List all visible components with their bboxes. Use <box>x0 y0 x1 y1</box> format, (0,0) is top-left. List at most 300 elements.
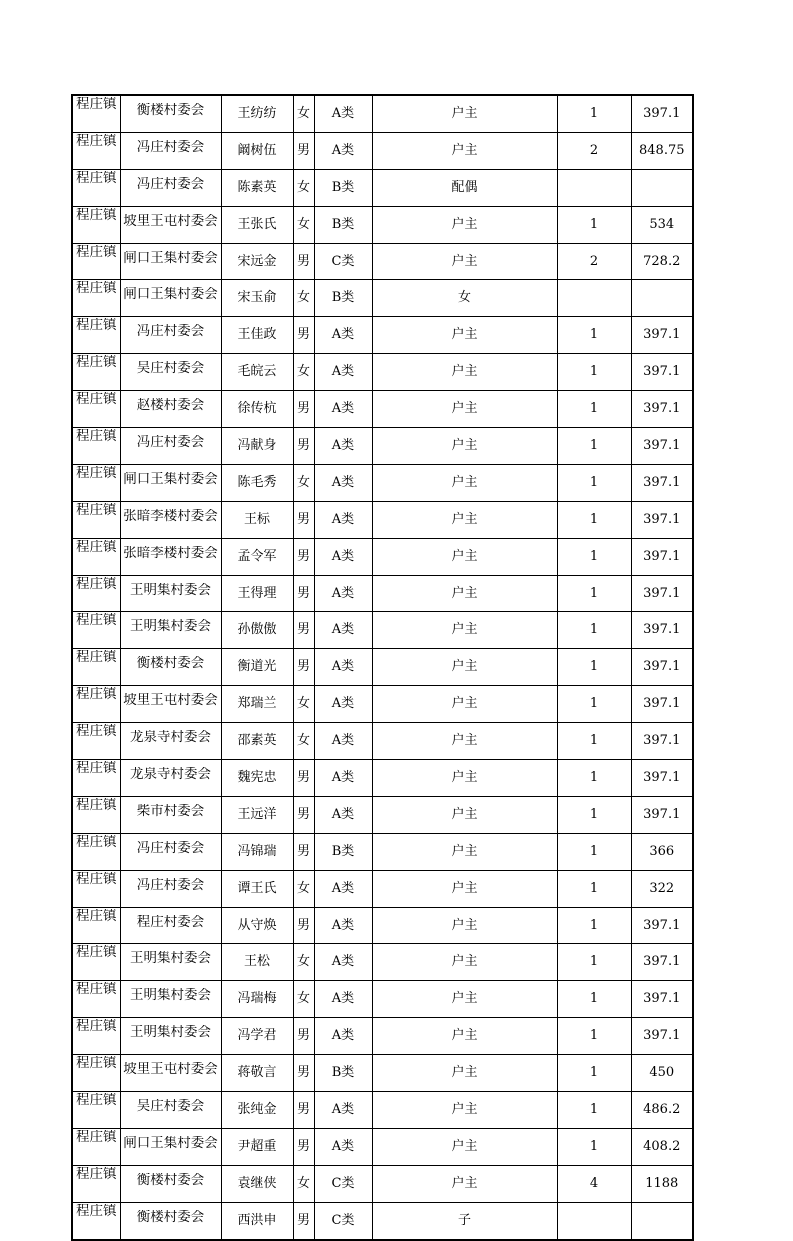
relation-cell: 户主 <box>372 1092 557 1129</box>
category-cell: B类 <box>314 206 372 243</box>
count-cell: 1 <box>557 1128 631 1165</box>
town-cell <box>72 686 120 723</box>
village-cell <box>120 612 221 649</box>
village-cell-text: 闸口王集村委会 <box>123 250 218 266</box>
town-cell-text: 程庄镇 <box>76 1019 117 1035</box>
table-row <box>72 428 693 465</box>
town-cell-text: 程庄镇 <box>76 576 117 592</box>
town-cell <box>72 317 120 354</box>
category-cell: A类 <box>314 870 372 907</box>
count-cell: 1 <box>557 944 631 981</box>
amount-cell: 322 <box>631 870 693 907</box>
category-cell: A类 <box>314 1018 372 1055</box>
gender-cell: 男 <box>293 1092 314 1129</box>
gender-cell: 男 <box>293 1055 314 1092</box>
table-row <box>72 280 693 317</box>
count-cell: 1 <box>557 649 631 686</box>
gender-cell: 男 <box>293 428 314 465</box>
village-cell-text: 张暗李楼村委会 <box>123 545 218 561</box>
name-cell: 谭王氏 <box>221 870 293 907</box>
village-cell <box>120 686 221 723</box>
relation-cell: 户主 <box>372 1055 557 1092</box>
village-cell-text: 衡楼村委会 <box>136 1209 205 1225</box>
gender-cell: 男 <box>293 1202 314 1239</box>
amount-cell: 397.1 <box>631 649 693 686</box>
name-cell: 宋远金 <box>221 243 293 280</box>
name-cell: 蒋敬言 <box>221 1055 293 1092</box>
town-cell-text: 程庄镇 <box>76 761 117 777</box>
town-cell <box>72 1092 120 1129</box>
name-cell: 魏宪忠 <box>221 760 293 797</box>
gender-cell: 女 <box>293 723 314 760</box>
relation-cell: 户主 <box>372 612 557 649</box>
amount-cell: 728.2 <box>631 243 693 280</box>
gender-cell: 男 <box>293 833 314 870</box>
table-row <box>72 243 693 280</box>
village-cell <box>120 1202 221 1239</box>
village-cell-text: 冯庄村委会 <box>136 176 205 192</box>
amount-cell: 397.1 <box>631 538 693 575</box>
table-row <box>72 686 693 723</box>
village-cell <box>120 1165 221 1202</box>
town-cell <box>72 1055 120 1092</box>
town-cell <box>72 464 120 501</box>
category-cell: A类 <box>314 723 372 760</box>
village-cell-text: 冯庄村委会 <box>136 840 205 856</box>
name-cell: 王得理 <box>221 575 293 612</box>
category-cell: A类 <box>314 981 372 1018</box>
name-cell: 王纺纺 <box>221 95 293 132</box>
table-row <box>72 354 693 391</box>
relation-cell: 配偶 <box>372 169 557 206</box>
village-cell <box>120 317 221 354</box>
village-cell-text: 坡里王屯村委会 <box>123 213 218 229</box>
category-cell: C类 <box>314 1202 372 1239</box>
town-cell <box>72 538 120 575</box>
relation-cell: 户主 <box>372 870 557 907</box>
amount-cell: 397.1 <box>631 723 693 760</box>
village-cell <box>120 354 221 391</box>
name-cell: 徐传杭 <box>221 391 293 428</box>
village-cell <box>120 1055 221 1092</box>
town-cell-text: 程庄镇 <box>76 797 117 813</box>
count-cell <box>557 1202 631 1239</box>
gender-cell: 女 <box>293 169 314 206</box>
gender-cell: 男 <box>293 907 314 944</box>
category-cell: A类 <box>314 796 372 833</box>
count-cell: 1 <box>557 428 631 465</box>
amount-cell: 366 <box>631 833 693 870</box>
table-row <box>72 132 693 169</box>
table-row <box>72 907 693 944</box>
table-row <box>72 1092 693 1129</box>
name-cell: 衡道光 <box>221 649 293 686</box>
village-cell-text: 衡楼村委会 <box>136 103 205 118</box>
village-cell-text: 王明集村委会 <box>130 951 211 967</box>
town-cell <box>72 981 120 1018</box>
gender-cell: 男 <box>293 760 314 797</box>
town-cell <box>72 280 120 317</box>
amount-cell: 397.1 <box>631 428 693 465</box>
town-cell-text: 程庄镇 <box>76 1203 117 1219</box>
category-cell: A类 <box>314 391 372 428</box>
village-cell-text: 柴市村委会 <box>136 803 205 819</box>
amount-cell <box>631 1202 693 1239</box>
town-cell <box>72 1202 120 1239</box>
table-row <box>72 1202 693 1239</box>
name-cell: 王松 <box>221 944 293 981</box>
town-cell-text: 程庄镇 <box>76 687 117 703</box>
count-cell: 1 <box>557 1055 631 1092</box>
town-cell <box>72 796 120 833</box>
town-cell-text: 程庄镇 <box>76 724 117 740</box>
name-cell: 王标 <box>221 501 293 538</box>
town-cell-text: 程庄镇 <box>76 318 117 334</box>
village-cell <box>120 464 221 501</box>
village-cell-text: 闸口王集村委会 <box>123 287 218 303</box>
town-cell-text: 程庄镇 <box>76 871 117 887</box>
village-cell <box>120 1092 221 1129</box>
count-cell <box>557 169 631 206</box>
gender-cell: 男 <box>293 1018 314 1055</box>
town-cell-text: 程庄镇 <box>76 982 117 998</box>
gender-cell: 男 <box>293 391 314 428</box>
relation-cell: 户主 <box>372 1128 557 1165</box>
count-cell: 1 <box>557 870 631 907</box>
town-cell <box>72 354 120 391</box>
count-cell: 1 <box>557 686 631 723</box>
relation-cell: 户主 <box>372 501 557 538</box>
town-cell <box>72 501 120 538</box>
table-row <box>72 870 693 907</box>
name-cell: 宋玉俞 <box>221 280 293 317</box>
table-row <box>72 391 693 428</box>
gender-cell: 男 <box>293 1128 314 1165</box>
gender-cell: 男 <box>293 575 314 612</box>
town-cell-text: 程庄镇 <box>76 392 117 408</box>
name-cell: 郑瑞兰 <box>221 686 293 723</box>
relation-cell: 子 <box>372 1202 557 1239</box>
village-cell-text: 张暗李楼村委会 <box>123 508 218 524</box>
town-cell <box>72 132 120 169</box>
town-cell <box>72 1018 120 1055</box>
town-cell-text: 程庄镇 <box>76 613 117 629</box>
village-cell-text: 衡楼村委会 <box>136 1172 205 1188</box>
town-cell-text: 程庄镇 <box>76 1056 117 1072</box>
village-cell-text: 冯庄村委会 <box>136 139 205 155</box>
village-cell <box>120 723 221 760</box>
gender-cell: 女 <box>293 280 314 317</box>
count-cell: 1 <box>557 575 631 612</box>
town-cell-text: 程庄镇 <box>76 834 117 850</box>
gender-cell: 女 <box>293 206 314 243</box>
town-cell-text: 程庄镇 <box>76 465 117 481</box>
name-cell: 阚树伍 <box>221 132 293 169</box>
relation-cell: 户主 <box>372 464 557 501</box>
gender-cell: 男 <box>293 132 314 169</box>
village-cell <box>120 1018 221 1055</box>
relation-cell: 户主 <box>372 575 557 612</box>
amount-cell: 848.75 <box>631 132 693 169</box>
category-cell: B类 <box>314 833 372 870</box>
town-cell <box>72 1128 120 1165</box>
village-cell-text: 王明集村委会 <box>130 988 211 1004</box>
amount-cell: 397.1 <box>631 391 693 428</box>
name-cell: 邵素英 <box>221 723 293 760</box>
relation-cell: 户主 <box>372 796 557 833</box>
count-cell: 1 <box>557 391 631 428</box>
gender-cell: 男 <box>293 501 314 538</box>
amount-cell: 397.1 <box>631 354 693 391</box>
relation-cell: 户主 <box>372 686 557 723</box>
village-cell-text: 王明集村委会 <box>130 582 211 598</box>
town-cell <box>72 428 120 465</box>
town-cell <box>72 760 120 797</box>
village-cell-text: 程庄村委会 <box>136 914 205 930</box>
table-row <box>72 1165 693 1202</box>
village-cell <box>120 833 221 870</box>
name-cell: 冯学君 <box>221 1018 293 1055</box>
name-cell: 从守焕 <box>221 907 293 944</box>
category-cell: A类 <box>314 575 372 612</box>
village-cell-text: 王明集村委会 <box>130 619 211 635</box>
count-cell: 1 <box>557 981 631 1018</box>
table-row <box>72 1128 693 1165</box>
count-cell: 2 <box>557 243 631 280</box>
village-cell <box>120 760 221 797</box>
amount-cell: 397.1 <box>631 760 693 797</box>
relation-cell: 户主 <box>372 833 557 870</box>
relation-cell: 户主 <box>372 723 557 760</box>
count-cell: 1 <box>557 907 631 944</box>
amount-cell: 397.1 <box>631 501 693 538</box>
count-cell: 1 <box>557 1018 631 1055</box>
town-cell <box>72 870 120 907</box>
amount-cell: 397.1 <box>631 796 693 833</box>
count-cell: 1 <box>557 501 631 538</box>
town-cell <box>72 1165 120 1202</box>
village-cell <box>120 649 221 686</box>
village-cell <box>120 575 221 612</box>
amount-cell <box>631 280 693 317</box>
town-cell-text: 程庄镇 <box>76 1166 117 1182</box>
category-cell: A类 <box>314 907 372 944</box>
village-cell <box>120 95 221 132</box>
village-cell <box>120 796 221 833</box>
town-cell <box>72 907 120 944</box>
category-cell: A类 <box>314 501 372 538</box>
village-cell-text: 坡里王屯村委会 <box>123 693 218 709</box>
village-cell <box>120 391 221 428</box>
count-cell: 1 <box>557 354 631 391</box>
gender-cell: 男 <box>293 649 314 686</box>
village-cell <box>120 243 221 280</box>
town-cell <box>72 833 120 870</box>
name-cell: 孙傲傲 <box>221 612 293 649</box>
amount-cell: 397.1 <box>631 464 693 501</box>
town-cell <box>72 169 120 206</box>
count-cell: 1 <box>557 317 631 354</box>
name-cell: 王远洋 <box>221 796 293 833</box>
category-cell: A类 <box>314 760 372 797</box>
village-cell <box>120 132 221 169</box>
records-body <box>72 95 693 1240</box>
table-row <box>72 723 693 760</box>
name-cell: 孟令军 <box>221 538 293 575</box>
table-row <box>72 206 693 243</box>
name-cell: 陈素英 <box>221 169 293 206</box>
village-cell-text: 吴庄村委会 <box>136 1099 205 1115</box>
relation-cell: 户主 <box>372 132 557 169</box>
gender-cell: 女 <box>293 95 314 132</box>
name-cell: 陈毛秀 <box>221 464 293 501</box>
gender-cell: 男 <box>293 317 314 354</box>
name-cell: 袁继侠 <box>221 1165 293 1202</box>
town-cell <box>72 95 120 132</box>
table-row <box>72 501 693 538</box>
town-cell <box>72 575 120 612</box>
category-cell: C类 <box>314 1165 372 1202</box>
relation-cell: 户主 <box>372 206 557 243</box>
gender-cell: 女 <box>293 354 314 391</box>
count-cell: 1 <box>557 538 631 575</box>
village-cell <box>120 280 221 317</box>
name-cell: 尹超重 <box>221 1128 293 1165</box>
gender-cell: 男 <box>293 612 314 649</box>
amount-cell: 1188 <box>631 1165 693 1202</box>
town-cell-text: 程庄镇 <box>76 502 117 518</box>
town-cell <box>72 612 120 649</box>
count-cell: 1 <box>557 95 631 132</box>
table-row <box>72 944 693 981</box>
village-cell-text: 冯庄村委会 <box>136 435 205 451</box>
gender-cell: 女 <box>293 464 314 501</box>
name-cell: 冯锦瑞 <box>221 833 293 870</box>
relation-cell: 户主 <box>372 649 557 686</box>
village-cell-text: 龙泉寺村委会 <box>130 767 211 783</box>
town-cell-text: 程庄镇 <box>76 650 117 666</box>
amount-cell: 397.1 <box>631 1018 693 1055</box>
village-cell-text: 衡楼村委会 <box>136 656 205 672</box>
gender-cell: 女 <box>293 944 314 981</box>
relation-cell: 户主 <box>372 1165 557 1202</box>
relation-cell: 户主 <box>372 317 557 354</box>
category-cell: A类 <box>314 1092 372 1129</box>
count-cell: 4 <box>557 1165 631 1202</box>
town-cell <box>72 243 120 280</box>
town-cell <box>72 723 120 760</box>
town-cell-text: 程庄镇 <box>76 945 117 961</box>
village-cell-text: 闸口王集村委会 <box>123 471 218 487</box>
town-cell-text: 程庄镇 <box>76 170 117 186</box>
count-cell: 2 <box>557 132 631 169</box>
table-row <box>72 538 693 575</box>
category-cell: A类 <box>314 612 372 649</box>
name-cell: 毛皖云 <box>221 354 293 391</box>
town-cell-text: 程庄镇 <box>76 429 117 445</box>
town-cell-text: 程庄镇 <box>76 355 117 371</box>
count-cell: 1 <box>557 760 631 797</box>
village-cell <box>120 944 221 981</box>
amount-cell: 397.1 <box>631 686 693 723</box>
relation-cell: 户主 <box>372 538 557 575</box>
category-cell: A类 <box>314 317 372 354</box>
amount-cell: 450 <box>631 1055 693 1092</box>
relation-cell: 女 <box>372 280 557 317</box>
table-row <box>72 464 693 501</box>
town-cell-text: 程庄镇 <box>76 539 117 555</box>
table-row <box>72 169 693 206</box>
records-table <box>71 94 694 1241</box>
table-row <box>72 796 693 833</box>
town-cell <box>72 649 120 686</box>
village-cell-text: 王明集村委会 <box>130 1025 211 1041</box>
amount-cell: 397.1 <box>631 944 693 981</box>
town-cell-text: 程庄镇 <box>76 97 117 112</box>
amount-cell: 534 <box>631 206 693 243</box>
table-row <box>72 649 693 686</box>
gender-cell: 女 <box>293 1165 314 1202</box>
count-cell: 1 <box>557 206 631 243</box>
amount-cell: 397.1 <box>631 575 693 612</box>
town-cell <box>72 206 120 243</box>
village-cell-text: 冯庄村委会 <box>136 324 205 340</box>
village-cell <box>120 907 221 944</box>
name-cell: 冯献身 <box>221 428 293 465</box>
amount-cell: 486.2 <box>631 1092 693 1129</box>
count-cell: 1 <box>557 1092 631 1129</box>
town-cell-text: 程庄镇 <box>76 908 117 924</box>
amount-cell: 397.1 <box>631 317 693 354</box>
village-cell-text: 赵楼村委会 <box>136 398 205 414</box>
relation-cell: 户主 <box>372 95 557 132</box>
gender-cell: 男 <box>293 243 314 280</box>
village-cell <box>120 169 221 206</box>
name-cell: 张纯金 <box>221 1092 293 1129</box>
category-cell: A类 <box>314 686 372 723</box>
town-cell <box>72 391 120 428</box>
amount-cell: 397.1 <box>631 612 693 649</box>
relation-cell: 户主 <box>372 391 557 428</box>
village-cell-text: 冯庄村委会 <box>136 877 205 893</box>
relation-cell: 户主 <box>372 981 557 1018</box>
table-row <box>72 981 693 1018</box>
count-cell <box>557 280 631 317</box>
table-row <box>72 575 693 612</box>
village-cell-text: 坡里王屯村委会 <box>123 1062 218 1078</box>
category-cell: A类 <box>314 538 372 575</box>
town-cell-text: 程庄镇 <box>76 207 117 223</box>
amount-cell: 408.2 <box>631 1128 693 1165</box>
village-cell <box>120 428 221 465</box>
table-row <box>72 1055 693 1092</box>
amount-cell: 397.1 <box>631 95 693 132</box>
village-cell-text: 龙泉寺村委会 <box>130 730 211 746</box>
relation-cell: 户主 <box>372 907 557 944</box>
category-cell: A类 <box>314 354 372 391</box>
category-cell: B类 <box>314 169 372 206</box>
name-cell: 王张氏 <box>221 206 293 243</box>
town-cell-text: 程庄镇 <box>76 244 117 260</box>
count-cell: 1 <box>557 464 631 501</box>
category-cell: B类 <box>314 280 372 317</box>
category-cell: C类 <box>314 243 372 280</box>
name-cell: 王佳政 <box>221 317 293 354</box>
gender-cell: 女 <box>293 981 314 1018</box>
relation-cell: 户主 <box>372 944 557 981</box>
village-cell <box>120 870 221 907</box>
relation-cell: 户主 <box>372 760 557 797</box>
